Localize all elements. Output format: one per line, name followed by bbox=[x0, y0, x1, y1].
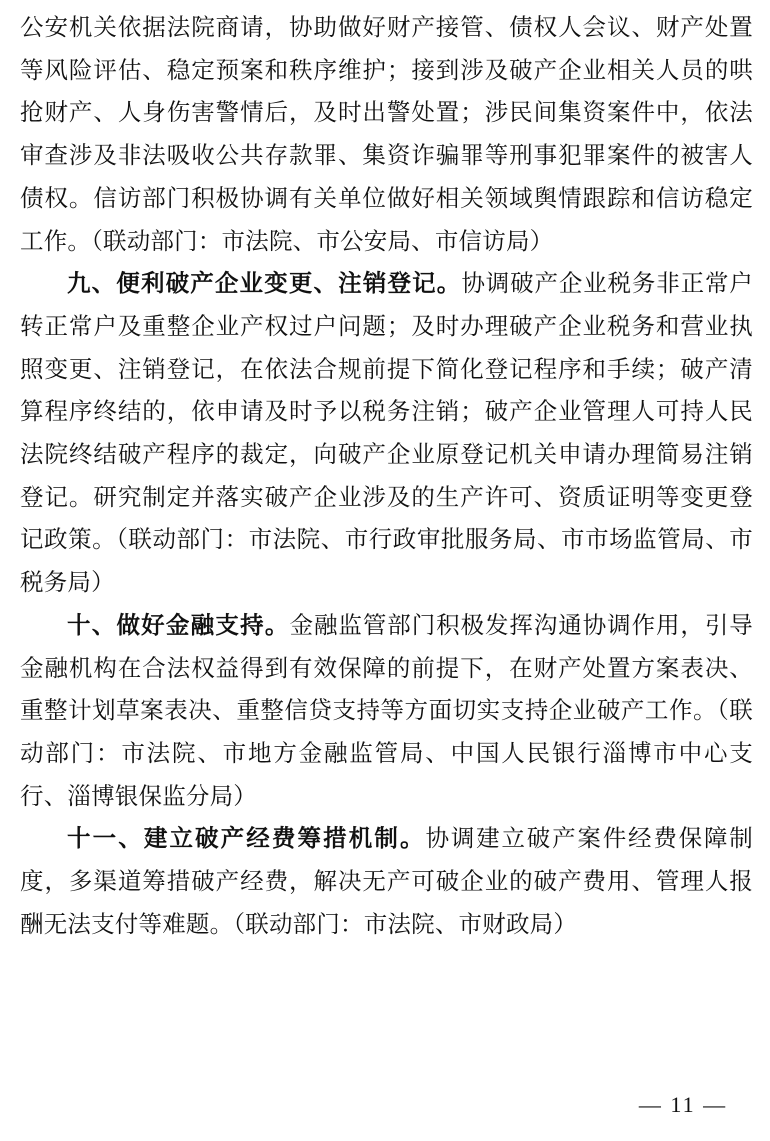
paragraph-body: 公安机关依据法院商请，协助做好财产接管、债权人会议、财产处置等风险评估、稳定预案和秩序维护；接到涉及破产企业相关人员的哄抢财产、人身伤害警情后，及时出警处置；涉民间集资案件中，依法审查涉及非法吸收公共存款罪、集资诈骗罪等刑事犯罪案件的被害人债权。信访部门积极协调有关单位做好相关领域舆情跟踪和信访稳定工作。（联动部门：市法院、市公安局、市信访局） bbox=[20, 13, 753, 255]
paragraph-item-10 bbox=[20, 604, 753, 818]
paragraph-body: 协调破产企业税务非正常户转正常户及重整企业产权过户问题；及时办理破产企业税务和营业执照变更、注销登记，在依法合规前提下简化登记程序和手续；破产清算程序终结的，依申请及时予以税务注销；破产企业管理人可持人民法院终结破产程序的裁定，向破产企业原登记机关申请办理简易注销登记。研究制定并落实破产企业涉及的生产许可、资质证明等变更登记政策。（联动部门：市法院、市行政审批服务局、市市场监管局、市税务局） bbox=[20, 269, 754, 597]
paragraph-body: 金融监管部门积极发挥沟通协调作用，引导金融机构在合法权益得到有效保障的前提下，在财产处置方案表决、重整计划草案表决、重整信贷支持等方面切实支持企业破产工作。（联动部门：市法院、市地方金融监管局、中国人民银行淄博市中心支行、淄博银保监分局） bbox=[20, 610, 753, 810]
page-number: — 11 — bbox=[638, 1092, 728, 1117]
section-heading-11: 十一、建立破产经费筹措机制。 bbox=[67, 824, 426, 853]
document-page bbox=[20, 6, 753, 945]
section-heading-10: 十、做好金融支持。 bbox=[67, 610, 290, 639]
section-heading-9: 九、便利破产企业变更、注销登记。 bbox=[67, 269, 462, 298]
paragraph-public-security bbox=[20, 6, 753, 262]
paragraph-item-9 bbox=[20, 262, 753, 604]
paragraph-item-11 bbox=[20, 817, 753, 945]
paragraph-body: 协调建立破产案件经费保障制度，多渠道筹措破产经费，解决无产可破企业的破产费用、管理人报酬无法支付等难题。（联动部门：市法院、市财政局） bbox=[20, 824, 753, 938]
